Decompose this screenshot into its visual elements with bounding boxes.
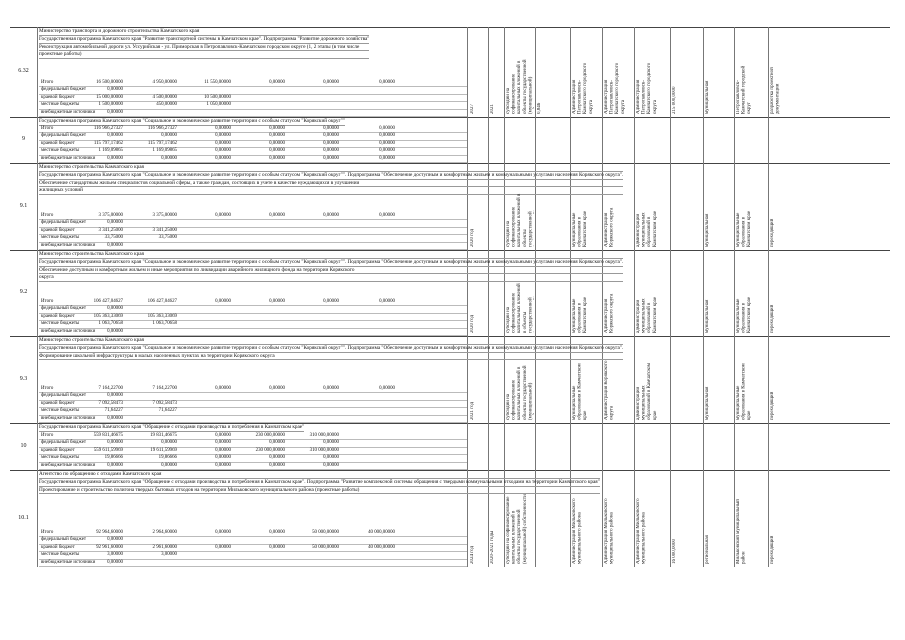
financing-table [39, 80, 467, 117]
amount-cell: 33,75000 [158, 235, 177, 241]
amount-cell: 115 797,17462 [147, 140, 177, 146]
amount-cell: 0,00000 [215, 148, 231, 154]
amount-cell: 1 063,70658 [98, 321, 123, 327]
funding-source: федеральный бюджет [41, 393, 87, 399]
funding-source: местные бюджеты [41, 148, 80, 154]
financing-row [39, 448, 467, 455]
amount-cell: 7 092,58473 [152, 400, 177, 406]
amount-cell: 559 611,59969 [93, 447, 123, 453]
rotated-cell: переходящий [770, 218, 775, 247]
row-number: 9 [22, 136, 25, 142]
rotated-cell: переходящий [770, 535, 775, 564]
rotated-cell: переходящий [770, 391, 775, 420]
financing-row [39, 87, 467, 94]
row-number: 10 [20, 442, 27, 449]
financing-row [39, 148, 467, 155]
rotated-cell: Администрация Петропавловск-Камчатского городского округа [604, 62, 626, 114]
amount-cell: 0,00000 [107, 393, 123, 399]
rotated-cell: Администрация Мильковского муниципального района [572, 498, 583, 564]
row-header-line: Государственная программа Камчатского края "Обращение с отходами производства и потребления в Камчатском крае". Подпрограмма "Развитие комплексной системы обращения с твердыми коммунальными отходами на территории Камчатского края" [39, 478, 600, 485]
amount-cell: 33,75000 [104, 235, 123, 241]
funding-source: Итого [41, 80, 54, 85]
funding-source: внебюджетные источники [41, 328, 96, 334]
amount-cell: 0,00000 [323, 133, 339, 139]
funding-source: местные бюджеты [41, 455, 80, 461]
row-header-line: Государственная программа Камчатского края "Социальное и экономическое развитие территории с особым статусом "Корякский округ"". Подпрограмма "Обеспечение доступным и комфортным жильем и коммунальными услугами населения Корякского округа". [39, 171, 624, 178]
rotated-cell: Администрация Корякского округа [604, 293, 615, 333]
row-headers [39, 471, 600, 494]
row-header-line: Государственная программа Камчатского края "Социальное и экономическое развитие территории с особым статусом "Корякский округ"" [39, 118, 345, 124]
amount-cell: 0,00000 [161, 440, 177, 446]
row-number: 10.1 [18, 514, 29, 521]
amount-cell: 0,00000 [323, 213, 339, 218]
amount-cell: 0,00000 [379, 133, 395, 139]
amount-cell: 1 169,09865 [152, 148, 177, 154]
row-header-line: Государственная программа Камчатского края "Социальное и экономическое развитие территории с особым статусом "Корякский округ"". Подпрограмма "Обеспечение доступным и комфортным жильем и коммунальными услугами населения Корякского округа". [39, 258, 624, 265]
amount-cell: 19 611,59969 [150, 447, 177, 453]
amount-cell: 40 000,00000 [368, 530, 395, 535]
financing-row [39, 102, 467, 109]
rotated-cell: 16 000,0000 [672, 539, 677, 564]
rotated-cell: Администрация Мильковского муниципального района [604, 498, 615, 564]
rotated-cell: администрации муниципальных образований в Камчатском крае [636, 210, 658, 247]
amount-cell: 0,00000 [379, 148, 395, 154]
amount-cell: 0,00000 [323, 155, 339, 161]
amount-cell: 116 966,27327 [147, 126, 177, 131]
row-header-line: Государственная программа Камчатского края "Развитие транспортной системы в Камчатском крае". Подпрограмма "Развитие дорожного хозяйства" [39, 35, 370, 42]
amount-cell: 0,00000 [269, 213, 285, 218]
rotated-cell: муниципальная [705, 299, 710, 333]
financing-row [39, 440, 467, 447]
rotated-cell: разработка проектной документации [770, 67, 781, 114]
amount-cell: 10 500,00000 [204, 94, 231, 100]
amount-cell: 0,00000 [269, 544, 285, 550]
row-header-line: Обеспечение стандартным жильем специалистов социальной сферы, а также граждан, состоящих в учете в качестве нуждающихся в улучшении [39, 180, 623, 188]
row-number: 9.1 [19, 202, 28, 209]
financing-row [39, 560, 467, 567]
amount-cell: 0,00000 [379, 80, 395, 85]
amount-cell: 0,00000 [323, 440, 339, 446]
row-header-line: Министерство строительства Камчатского края [39, 164, 623, 172]
financing-row [39, 228, 467, 235]
amount-cell: 0,00000 [379, 386, 395, 391]
financing-row [39, 455, 467, 462]
rotated-cell: субсидии на софинансирование капитальных вложений в объекты государственной [506, 283, 534, 333]
column-divider [703, 27, 704, 567]
funding-source: краевой бюджет [41, 400, 75, 406]
column-divider [768, 27, 769, 567]
amount-cell: 0,00000 [215, 133, 231, 139]
amount-cell: 450,00000 [156, 102, 177, 108]
funding-source: Итого [41, 433, 54, 438]
funding-source: краевой бюджет [41, 447, 75, 453]
rotated-cell: Администрация Корякского округа [604, 207, 615, 247]
funding-source: внебюджетные источники [41, 242, 96, 248]
rotated-cell: Администрация Мильковского муниципального района [636, 498, 647, 564]
amount-cell: 0,00000 [107, 242, 123, 248]
funding-source: краевой бюджет [41, 313, 75, 319]
amount-cell: 19,86666 [158, 455, 177, 461]
amount-cell: 0,00000 [107, 462, 123, 468]
rotated-cell: 2021 год [470, 401, 475, 420]
financing-row [39, 321, 467, 328]
financing-row [39, 110, 467, 117]
amount-cell: 0,00000 [323, 126, 339, 131]
financing-row [39, 306, 467, 313]
financing-row [39, 408, 467, 415]
rotated-cell: 215 000,0000 [672, 86, 677, 114]
funding-source: местные бюджеты [41, 552, 80, 558]
financing-row [39, 220, 467, 227]
column-divider [602, 27, 603, 567]
funding-source: краевой бюджет [41, 227, 75, 233]
amount-cell: 105 363,33069 [147, 313, 177, 319]
amount-cell: 0,00000 [107, 440, 123, 446]
rotated-cell: Мильковский муниципальный район [736, 499, 747, 564]
row-headers [39, 28, 369, 59]
row-header-line: Государственная программа Камчатского края "Обращение с отходами производства и потребления в Камчатском крае" [39, 424, 305, 430]
rotated-cell: муниципальная [705, 80, 710, 114]
financing-row [39, 314, 467, 321]
rotated-cell: муниципальные образования в Камчатском крае [572, 363, 589, 420]
funding-source: федеральный бюджет [41, 440, 87, 446]
financing-row [39, 393, 467, 400]
row-header-line: Формирование школьной инфраструктуры в малых населенных пунктах на территории Корякского округа [39, 353, 623, 361]
amount-cell: 0,00000 [269, 155, 285, 161]
rotated-cell: муниципальные образования в Камчатском крае [736, 210, 753, 247]
funding-source: местные бюджеты [41, 235, 80, 241]
row-header-line: проектные работы) [39, 51, 369, 59]
amount-cell: 0,00000 [215, 155, 231, 161]
rotated-cell: Администрация Корякского округа [604, 360, 615, 420]
rotated-cell: 2027 [470, 104, 475, 114]
amount-cell: 3 341,25000 [152, 227, 177, 233]
funding-source: местные бюджеты [41, 408, 80, 414]
rotated-cell: администрации муниципальных образований в Камчатском крае [636, 362, 658, 420]
rotated-cell: муниципальные образования в Камчатском крае [736, 296, 753, 333]
financing-row [39, 537, 467, 544]
amount-cell: 0,00000 [379, 126, 395, 131]
funding-source: внебюджетные источники [41, 462, 96, 468]
amount-cell: 0,00000 [107, 306, 123, 312]
rotated-cell: 2020 год [470, 228, 475, 247]
amount-cell: 0,00000 [107, 537, 123, 543]
amount-cell: 71,64227 [158, 408, 177, 414]
amount-cell: 0,00000 [215, 440, 231, 446]
amount-cell: 7 164,22700 [98, 386, 123, 391]
amount-cell: 92 964,60000 [96, 530, 123, 535]
amount-cell: 0,00000 [269, 440, 285, 446]
financing-row [39, 133, 467, 140]
amount-cell: 0,00000 [323, 140, 339, 146]
row-header-line: округа [39, 274, 623, 282]
row-headers [39, 424, 304, 432]
amount-cell: 0,00000 [323, 462, 339, 468]
financing-row [39, 80, 467, 87]
column-divider [734, 27, 735, 567]
amount-cell: 3 375,00000 [98, 213, 123, 218]
rotated-cell: муниципальная [705, 386, 710, 420]
amount-cell: 559 831,46675 [93, 433, 123, 438]
row-header-line: Реконструкция автомобильной дороги ул. Уссурийская - ул. Приморская в Петропавловск-Камчатском городском округе (1, 2 этапы (в том числе [39, 44, 369, 52]
funding-source: местные бюджеты [41, 102, 80, 108]
funding-source: Итого [41, 386, 54, 391]
amount-cell: 2 961,60000 [152, 544, 177, 550]
funding-source: внебюджетные источники [41, 155, 96, 161]
amount-cell: 19 831,46675 [150, 433, 177, 438]
funding-source: федеральный бюджет [41, 537, 87, 543]
amount-cell: 0,00000 [161, 462, 177, 468]
amount-cell: 50 000,00000 [312, 544, 339, 550]
amount-cell: 0,00000 [269, 80, 285, 85]
funding-source: федеральный бюджет [41, 306, 87, 312]
amount-cell: 11 550,00000 [204, 80, 231, 85]
amount-cell: 7 092,58473 [98, 400, 123, 406]
rotated-cell: переходящий [770, 304, 775, 333]
amount-cell: 230 000,00000 [255, 433, 285, 438]
amount-cell: 0,00000 [269, 140, 285, 146]
financing-row [39, 243, 467, 250]
funding-source: внебюджетные источники [41, 559, 96, 565]
amount-cell: 0,00000 [323, 148, 339, 154]
funding-source: краевой бюджет [41, 94, 75, 100]
rotated-cell: региональная [705, 535, 710, 564]
financing-row [39, 235, 467, 242]
amount-cell: 0,00000 [161, 133, 177, 139]
amount-cell: 7 164,22700 [152, 386, 177, 391]
rotated-cell: Администрация Петропавловск-Камчатского городского округа [636, 62, 658, 114]
amount-cell: 106 427,04627 [93, 299, 123, 304]
amount-cell: 116 966,27327 [93, 126, 123, 131]
financing-row [39, 433, 467, 440]
rotated-cell: администрации муниципальных образований в Камчатском крае [636, 296, 658, 333]
financing-row [39, 530, 467, 537]
rotated-cell: 2020 год [470, 314, 475, 333]
amount-cell: 0,00000 [379, 155, 395, 161]
amount-cell: 0,00000 [215, 213, 231, 218]
rotated-cell: муниципальные образования в Камчатском крае [572, 296, 589, 333]
amount-cell: 0,00000 [269, 133, 285, 139]
amount-cell: 0,00000 [269, 462, 285, 468]
amount-cell: 0,00000 [215, 530, 231, 535]
financing-row [39, 401, 467, 408]
funding-source: Итого [41, 299, 54, 304]
financing-row [39, 552, 467, 559]
amount-cell: 0,00000 [107, 155, 123, 161]
row-number: 9.3 [19, 375, 28, 382]
amount-cell: 0,00000 [215, 455, 231, 461]
amount-cell: 310 000,00000 [309, 433, 339, 438]
financing-row [39, 463, 467, 470]
row-header-line: жилищных условий [39, 187, 623, 195]
row-header-line: Министерство строительства Камчатского края [39, 337, 623, 345]
amount-cell: 40 000,00000 [368, 544, 395, 550]
funding-source: Итого [41, 126, 54, 131]
financing-row [39, 329, 467, 336]
amount-cell: 0,00000 [379, 213, 395, 218]
row-headers [39, 251, 623, 282]
row-headers [39, 337, 623, 360]
amount-cell: 3,00000 [161, 552, 177, 558]
amount-cell: 0,00000 [215, 299, 231, 304]
financing-table [39, 530, 467, 567]
funding-source: федеральный бюджет [41, 220, 87, 226]
amount-cell: 0,00000 [379, 140, 395, 146]
rotated-cell: 2020-2021 годы [490, 530, 495, 564]
amount-cell: 0,00000 [215, 447, 231, 453]
amount-cell: 230 000,00000 [255, 447, 285, 453]
financing-table [39, 126, 467, 163]
amount-cell: 71,64227 [104, 408, 123, 414]
amount-cell: 1 063,70658 [152, 321, 177, 327]
financing-row [39, 545, 467, 552]
amount-cell: 15 000,00000 [96, 94, 123, 100]
amount-cell: 0,00000 [323, 455, 339, 461]
amount-cell: 0,00000 [107, 220, 123, 226]
amount-cell: 2 964,60000 [152, 530, 177, 535]
amount-cell: 4 950,00000 [152, 80, 177, 85]
amount-cell: 0,00000 [107, 415, 123, 421]
amount-cell: 310 000,00000 [309, 447, 339, 453]
amount-cell: 0,00000 [379, 299, 395, 304]
amount-cell: 0,00000 [215, 544, 231, 550]
amount-cell: 3 341,25000 [98, 227, 123, 233]
row-headers [39, 118, 345, 126]
amount-cell: 0,00000 [107, 328, 123, 334]
financing-row [39, 213, 467, 220]
amount-cell: 0,00000 [323, 299, 339, 304]
row-header-line: Проектирование и строительство полигона твердых бытовых отходов на территории Мильковского муниципального района (проектные работы) [39, 487, 600, 495]
amount-cell: 1 050,00000 [206, 102, 231, 108]
row-header-line: Государственная программа Камчатского края "Социальное и экономическое развитие территории с особым статусом "Корякский округ"". Подпрограмма "Обеспечение доступным и комфортным жильем и коммунальными услугами населения Корякского округа". [39, 344, 624, 351]
column-divider [670, 27, 671, 567]
financing-table [39, 433, 467, 470]
financing-table [39, 213, 467, 250]
amount-cell: 0,00000 [269, 455, 285, 461]
funding-source: краевой бюджет [41, 140, 75, 146]
column-divider [634, 27, 635, 567]
rotated-cell: Администрация Петропавловск-Камчатского городского округа [572, 62, 594, 114]
amount-cell: 92 961,60000 [96, 544, 123, 550]
financing-row [39, 416, 467, 423]
funding-source: внебюджетные источники [41, 415, 96, 421]
rotated-cell: муниципальная [705, 213, 710, 247]
funding-source: краевой бюджет [41, 544, 75, 550]
amount-cell: 0,00000 [269, 299, 285, 304]
amount-cell: 0,00000 [107, 87, 123, 93]
funding-source: местные бюджеты [41, 321, 80, 327]
funding-source: федеральный бюджет [41, 87, 87, 93]
amount-cell: 0,00000 [107, 109, 123, 115]
financing-row [39, 386, 467, 393]
rotated-cell: 0,846 [537, 102, 542, 114]
amount-cell: 4 500,00000 [152, 94, 177, 100]
amount-cell: 105 363,33069 [93, 313, 123, 319]
amount-cell: 0,00000 [215, 433, 231, 438]
amount-cell: 3,00000 [107, 552, 123, 558]
amount-cell: 0,00000 [215, 126, 231, 131]
financing-row [39, 95, 467, 102]
amount-cell: 1 169,09865 [98, 148, 123, 154]
amount-cell: 1 500,00000 [98, 102, 123, 108]
financing-row [39, 299, 467, 306]
rotated-cell: 2021 [490, 104, 495, 114]
row-number: 9.2 [19, 289, 28, 295]
rotated-cell: 2024 год [470, 545, 475, 564]
amount-cell: 0,00000 [269, 126, 285, 131]
funding-source: Итого [41, 213, 54, 218]
column-divider [37, 27, 38, 567]
amount-cell: 115 797,17462 [93, 140, 123, 146]
amount-cell: 0,00000 [215, 386, 231, 391]
amount-cell: 0,00000 [107, 133, 123, 139]
rotated-cell: субсидии на софинансирование капитальных вложений в объекты государственной [506, 193, 534, 247]
funding-source: федеральный бюджет [41, 133, 87, 139]
financing-table [39, 299, 467, 336]
amount-cell: 19,86666 [104, 455, 123, 461]
financing-row [39, 141, 467, 148]
row-header-line: Министерство транспорта и дорожного строительства Камчатского края [39, 28, 369, 36]
amount-cell: 0,00000 [323, 80, 339, 85]
rotated-cell: субсидии на софинансирование капитальных вложений в объекты государственной (муниципальной) [506, 365, 534, 420]
row-header-line: Министерство строительства Камчатского края [39, 251, 623, 259]
rotated-cell: Петропавловск-Камчатский городской округ [736, 65, 753, 114]
financing-row [39, 156, 467, 163]
amount-cell: 0,00000 [107, 559, 123, 565]
financing-table [39, 386, 467, 423]
amount-cell: 16 500,00000 [96, 80, 123, 85]
funding-source: Итого [41, 530, 54, 535]
amount-cell: 50 000,00000 [312, 530, 339, 535]
amount-cell: 106 427,04627 [147, 299, 177, 304]
amount-cell: 0,00000 [215, 462, 231, 468]
rotated-cell: субсидии на софинансирование капитальных вложений в объекты государственной (муниципальной) [506, 59, 534, 114]
amount-cell: 0,00000 [269, 386, 285, 391]
funding-source: внебюджетные источники [41, 109, 96, 115]
rotated-cell: субсидии на софинансирование капитальных вложений в объекты государственной (муниципальной) собственности [506, 494, 528, 564]
rotated-cell: муниципальные образования в Камчатском крае [736, 363, 753, 420]
row-header-line: Агентство по обращению с отходами Камчатского края [39, 471, 600, 479]
row-header-line: Обеспечение доступным и комфортным жильем и иные мероприятия по ликвидации аварийного жилищного фонда на территории Корякского [39, 267, 623, 275]
rotated-cell: муниципальные образования в Камчатском крае [572, 210, 589, 247]
amount-cell: 3 375,00000 [152, 213, 177, 218]
row-headers [39, 164, 623, 195]
financing-row [39, 126, 467, 133]
amount-cell: 0,00000 [161, 155, 177, 161]
amount-cell: 0,00000 [323, 386, 339, 391]
amount-cell: 0,00000 [215, 140, 231, 146]
amount-cell: 0,00000 [269, 148, 285, 154]
row-number: 6.32 [18, 68, 29, 74]
amount-cell: 0,00000 [269, 530, 285, 535]
